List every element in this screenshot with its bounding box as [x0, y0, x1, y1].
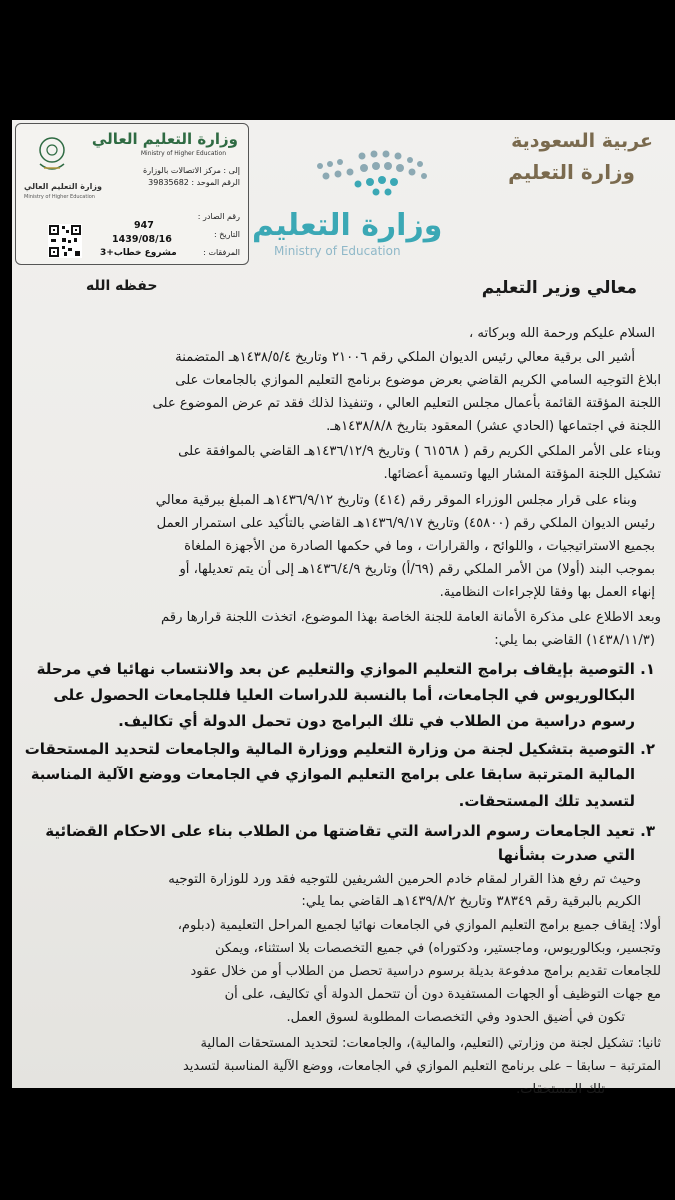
addressee: معالي وزير التعليم [481, 278, 637, 298]
recommendation-item: ٣. تعيد الجامعات رسوم الدراسة التي تقاضتها من الطلاب بناء على الاحكام القضائية [45, 822, 655, 840]
stamp-date-value: 1439/08/16 [112, 234, 172, 245]
body-line: ابلاغ التوجيه السامي الكريم القاضي بعرض موضوع برنامج التعليم الموازي بالجامعات على [175, 373, 661, 388]
decision-line: المترتبة – سابقا – على برنامج التعليم الموازي في الجامعات، ووضع الآلية المناسبة لتسديد [182, 1059, 661, 1074]
closing-line: وحيث تم رفع هذا القرار لمقام خادم الحرمين الشريفين للتوجيه فقد ورد للوزارة التوجيه [168, 872, 641, 887]
recommendation-item: لتسديد تلك المستحقات. [458, 792, 635, 810]
ministry-logo-dots-icon [310, 144, 440, 202]
ministry-logo-en: Ministry of Education [274, 244, 401, 258]
stamp-to-line: إلى : مركز الاتصالات بالوزارة [143, 166, 240, 175]
recommendation-item: ١. التوصية بإيقاف برامج التعليم الموازي والتعليم عن بعد والانتساب نهائيا في مرحلة [36, 660, 655, 678]
ministry-emblem-icon [30, 130, 74, 180]
decision-line: تلك المستحقات. [516, 1082, 605, 1097]
body-line: وبعد الاطلاع على مذكرة الأمانة العامة للجنة الخاصة بهذا الموضوع، اتخذت اللجنة قرارها رقم [161, 610, 661, 625]
decision-line: للجامعات تقديم برامج مدفوعة بديلة برسوم دراسية تحصل من الطلاب أو من خلال عقود [190, 964, 661, 979]
greeting: السلام عليكم ورحمة الله وبركاته ، [468, 326, 655, 341]
recommendation-item: التي صدرت بشأنها [497, 846, 635, 864]
body-line: (١٤٣٨/١١/٣) القاضي بما يلي: [494, 633, 655, 648]
decision-line: ثانيا: تشكيل لجنة من وزارتي (التعليم، والمالية)، والجامعات: لتحديد المستحقات المالية [200, 1036, 661, 1051]
decision-line: وتجسير، وبكالوريوس، وماجستير، ودكتوراه) في جميع التخصصات بلا استثناء، ويمكن [215, 941, 661, 956]
stamp-outgoing-label: رقم الصادر : [197, 212, 240, 221]
body-line: بجميع الاستراتيجيات ، واللوائح ، والقرارات ، وما في حكمها الصادرة من الأجهزة الملغاة [184, 539, 655, 554]
body-line: وبناء على قرار مجلس الوزراء الموقر رقم (٤١٤) وتاريخ ١٤٣٦/٩/١٢هـ المبلغ ببرقية معالي [155, 493, 637, 508]
body-line: اللجنة في اجتماعها (الحادي عشر) المعقود بتاريخ ١٤٣٨/٨/٨هـ. [326, 419, 661, 434]
body-line: إنهاء العمل بها وفقا للإجراءات النظامية. [439, 585, 655, 600]
registry-stamp [15, 123, 249, 265]
letter-page [12, 120, 675, 1097]
kingdom-header: عربية السعودية [511, 130, 653, 152]
recommendation-item: ٢. التوصية بتشكيل لجنة من وزارة التعليم ووزارة المالية والجامعات لتحديد المستحقات [24, 740, 655, 758]
stamp-attach-value: 3+مشروع خطاب [100, 248, 177, 258]
body-line: بموجب البند (أولا) من الأمر الملكي رقم (٦٩/أ) وتاريخ ١٤٣٦/٤/٩هـ إلى أن يتم تعديلها، أو [179, 562, 655, 577]
decision-line: أولا: إيقاف جميع برامج التعليم الموازي في الجامعات نهائيا لجميع المراحل التعليمية (دبلوم، [177, 918, 661, 933]
stamp-date-label: التاريخ : [213, 230, 240, 239]
qr-code-icon [48, 224, 82, 258]
body-line: تشكيل اللجنة المؤقتة المشار اليها وتسمية أعضائها. [383, 467, 661, 482]
ministry-header: وزارة التعليم [508, 160, 635, 184]
honorific: حفظه الله [86, 278, 158, 294]
stamp-attach-label: المرفقات : [203, 248, 240, 257]
stamp-outgoing-no: 947 [134, 220, 154, 231]
closing-line: الكريم بالبرقية رقم ٣٨٣٤٩ وتاريخ ١٤٣٩/٨/٢هـ القاضي بما يلي: [301, 894, 641, 909]
body-line: اللجنة المؤقتة القائمة بأعمال مجلس التعليم العالي ، وتنفيذا لذلك فقد تم عرض الموضوع على [152, 396, 661, 411]
stamp-ref-line: الرقم الموحد : 39835682 [148, 178, 240, 187]
body-line: وبناء على الأمر الملكي الكريم رقم ( ٦١٥٦٨ ) وتاريخ ١٤٣٦/١٢/٩هـ القاضي بالموافقة على [178, 444, 661, 459]
body-line: رئيس الديوان الملكي رقم (٤٥٨٠٠) وتاريخ ١٤٣٦/٩/١٧هـ القاضي بالتأكيد على استمرار العمل [156, 516, 655, 531]
recommendation-item: المالية المترتبة سابقا على برامج التعليم الموازي في الجامعات ووضع الآلية المناسبة [30, 766, 635, 783]
stamp-left-ministry: وزارة التعليم العالي [24, 182, 102, 191]
recommendation-item: رسوم دراسية من الطلاب في تلك البرامج دون تحمل الدولة أي تكاليف. [118, 712, 635, 730]
stamp-left-ministry-en: Ministry of Higher Education [24, 194, 95, 200]
recommendation-item: البكالوريوس في الجامعات، أما بالنسبة للدراسات العليا فللجامعات الحصول على [53, 686, 635, 704]
body-line: أشير الى برقية معالي رئيس الديوان الملكي رقم ٢١٠٠٦ وتاريخ ١٤٣٨/٥/٤هـ المتضمنة [175, 350, 635, 365]
decision-line: تكون في أضيق الحدود وفي التخصصات المطلوبة لسوق العمل. [286, 1010, 625, 1025]
stamp-ministry-title: وزارة التعليم العالي [91, 130, 238, 148]
ministry-logo-text: وزارة التعليم [252, 208, 443, 243]
decision-line: مع جهات التوظيف أو الجهات المستفيدة دون أن تتحمل الدولة أي تكاليف، على أن [224, 987, 661, 1002]
stamp-ministry-en: Ministry of Higher Education [140, 150, 226, 157]
